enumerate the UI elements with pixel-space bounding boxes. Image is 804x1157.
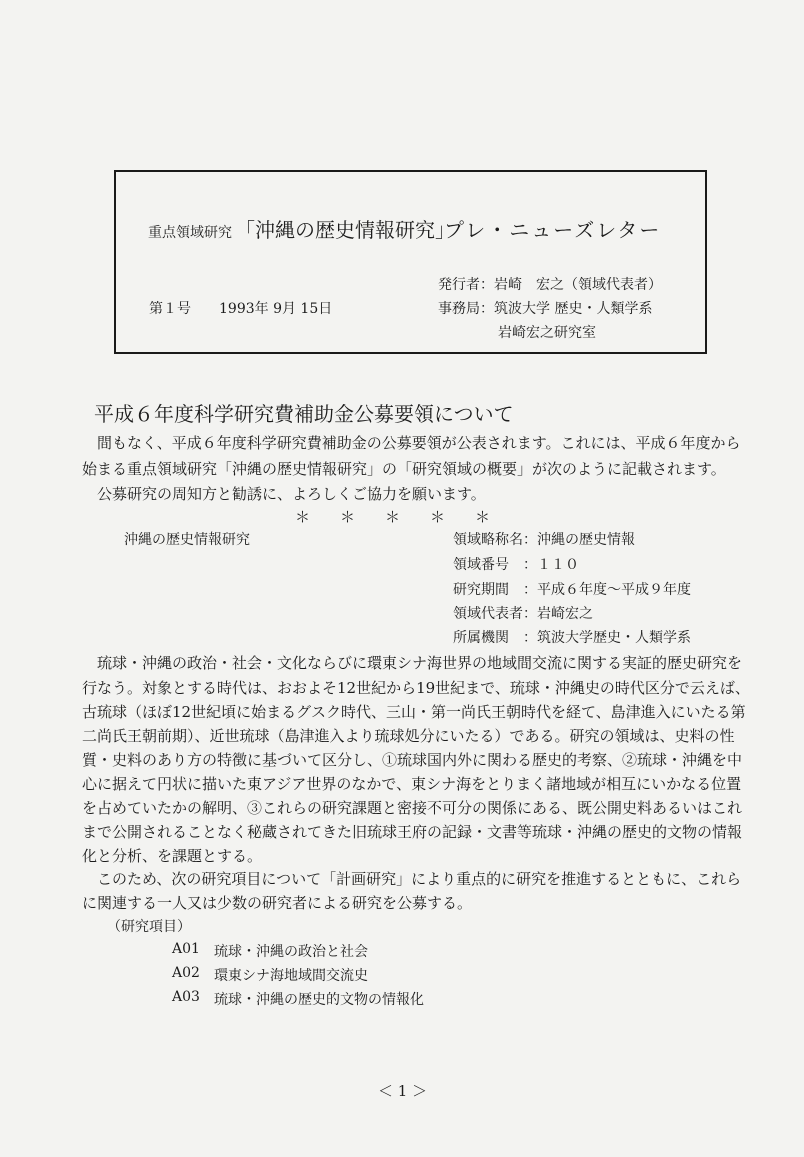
asterisk-separator: ＊ ＊ ＊ ＊ ＊ (295, 508, 491, 526)
body-line: 質・史料のあり方の特徴に基づいて区分し、①琉球国内外に関わる歴史的考察、②琉球・沖縄を中 (82, 751, 743, 769)
area-name: 沖縄の歴史情報研究 (124, 532, 250, 548)
info-line: 研究期間 ：平成６年度～平成９年度 (453, 582, 691, 598)
body-line: まで公開されることなく秘蔵されてきた旧琉球王府の記録・文書等琉球・沖縄の歴史的文物の情報 (82, 823, 743, 841)
page-number: ＜ 1 ＞ (378, 1082, 428, 1100)
item-text: 琉球・沖縄の歴史的文物の情報化 (214, 992, 424, 1008)
intro-line: 間もなく、平成６年度科学研究費補助金の公募要領が公表されます。これには、平成６年度から (82, 434, 741, 452)
newsletter-title: プレ・ニューズレター (444, 218, 662, 242)
body-line: 行なう。対象とする時代は、おおよそ12世紀から19世紀まで、琉球・沖縄史の時代区分で云えば、 (82, 679, 750, 697)
info-line: 所属機関 ：筑波大学歴史・人類学系 (453, 630, 691, 646)
publisher-line: 発行者：岩崎 宏之（領域代表者） (438, 277, 662, 293)
office-line-2: 岩崎宏之研究室 (498, 325, 596, 341)
body-line: 琉球・沖縄の政治・社会・文化ならびに環東シナ海世界の地域間交流に関する実証的歴史研究を (82, 654, 743, 672)
body-line: 二尚氏王朝前期）、近世琉球（島津進入より琉球処分にいたる）である。研究の領域は、史料の性 (82, 727, 735, 745)
project-title: 「沖縄の歴史情報研究」 (235, 218, 455, 242)
series-label: 重点領域研究 (148, 225, 232, 241)
issue-line: 第１号 1993年 9月 15日 (149, 301, 333, 317)
body-line: に関連する一人又は少数の研究者による研究を公募する。 (82, 894, 473, 912)
body-line: を占めていたかの解明、③これらの研究課題と密接不可分の関係にある、既公開史料あるいはこれ (82, 799, 743, 817)
item-code: A02 (172, 965, 200, 981)
newsletter-header-box (114, 170, 707, 354)
info-line: 領域代表者：岩崎宏之 (453, 606, 593, 622)
item-text: 環東シナ海地域間交流史 (214, 968, 368, 984)
body-line: 古琉球（ほぼ12世紀頃に始まるグスク時代、三山・第一尚氏王朝時代を経て、島津進入にいたる第 (82, 703, 746, 721)
item-code: A03 (172, 989, 200, 1005)
item-code: A01 (172, 941, 200, 957)
intro-line: 公募研究の周知方と勧誘に、よろしくご協力を願います。 (82, 485, 486, 503)
article-heading: 平成６年度科学研究費補助金公募要領について (94, 402, 514, 426)
body-line: 化と分析、を課題とする。 (82, 847, 263, 865)
intro-line: 始まる重点領域研究「沖縄の歴史情報研究」の「研究領域の概要」が次のように記載されます。 (82, 460, 726, 478)
item-text: 琉球・沖縄の政治と社会 (214, 944, 368, 960)
body-line: 心に据えて円状に描いた東アジア世界のなかで、東シナ海をとりまく諸地域が相互にいかなる位置 (82, 775, 742, 793)
items-label: （研究項目） (107, 919, 191, 935)
body-line: このため、次の研究項目について「計画研究」により重点的に研究を推進するとともに、これら (82, 870, 742, 888)
info-line: 領域略称名：沖縄の歴史情報 (453, 532, 635, 548)
office-line: 事務局：筑波大学 歴史・人類学系 (438, 301, 653, 317)
info-line: 領域番号 ：１１０ (453, 557, 579, 573)
